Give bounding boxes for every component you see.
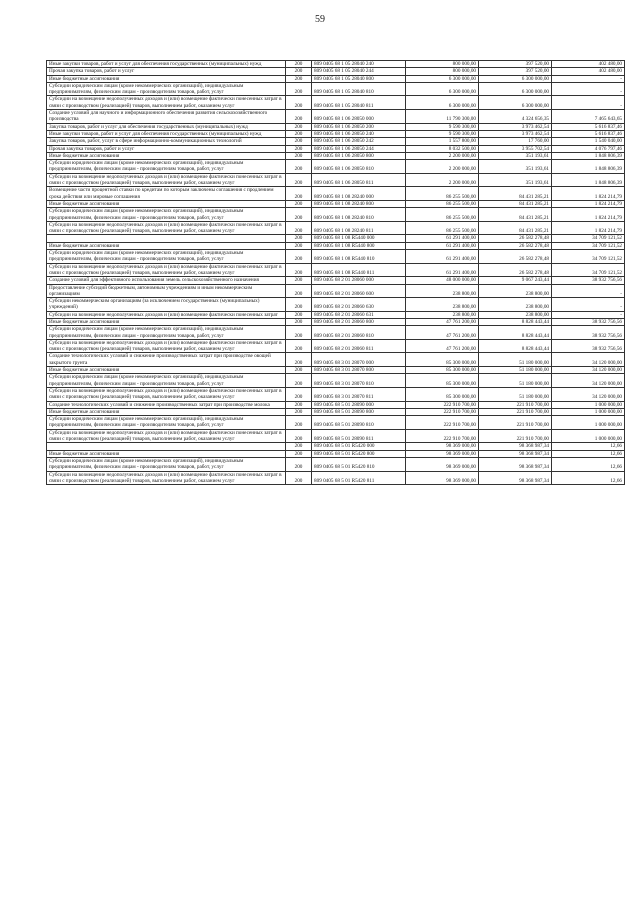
row-unexecuted-amount-cell: 34 120 000,00 — [552, 353, 625, 367]
row-executed-amount-cell: 3 973 462,54 — [479, 123, 552, 130]
row-unexecuted-amount-cell: 38 932 756,56 — [552, 326, 625, 340]
row-executed-amount-cell: 84 431 285,21 — [479, 187, 552, 201]
row-executed-amount-cell: 6 300 000,00 — [479, 75, 552, 82]
table-row — [47, 401, 625, 408]
row-name-cell: Иные закупки товаров, работ и услуг для обеспечения государственных (муниципальных) нужд — [47, 130, 286, 137]
table-row — [47, 429, 625, 443]
row-executed-amount-cell: 26 582 278,48 — [479, 250, 552, 264]
row-unexecuted-amount-cell: 1 824 214,79 — [552, 187, 625, 201]
row-approved-amount-cell: 9 590 300,00 — [406, 123, 479, 130]
row-name-cell: Субсидии юридическим лицам (кроме некоммерческих организаций), индивидуальным предпринимателям, физическим лицам - производителям товаров, работ, услуг — [47, 457, 286, 471]
row-name-cell: Субсидии на возмещение недополученных доходов и (или) возмещение фактически понесенных затрат в связи с производством (реализацией) товаров, выполнением работ, оказанием услуг — [47, 429, 286, 443]
row-name-cell: Субсидии на возмещение недополученных доходов и (или) возмещение фактически понесенных затрат в связи с производством (реализацией) товаров, выполнением работ, оказанием услуг — [47, 471, 286, 485]
row-unexecuted-amount-cell: 12,66 — [552, 471, 625, 485]
row-unexecuted-amount-cell: 1 000 000,00 — [552, 401, 625, 408]
row-approved-amount-cell: 98 369 000,00 — [406, 450, 479, 457]
row-executed-amount-cell: 6 300 000,00 — [479, 96, 552, 110]
row-approved-amount-cell: 2 200 000,00 — [406, 152, 479, 159]
row-approved-amount-cell: 86 255 500,00 — [406, 208, 479, 222]
row-line-code-cell: 200 — [286, 457, 312, 471]
table-row — [47, 173, 625, 187]
row-line-code-cell: 200 — [286, 443, 312, 450]
row-name-cell: Прочая закупка товаров, работ и услуг — [47, 68, 286, 75]
row-budget-code-cell: 809 0405 68 3 01 28070 000 — [312, 353, 406, 367]
row-line-code-cell: 200 — [286, 82, 312, 96]
row-budget-code-cell: 809 0405 68 1 06 28050 811 — [312, 173, 406, 187]
row-budget-code-cell: 809 0405 68 1 08 28240 800 — [312, 200, 406, 207]
row-executed-amount-cell: 351 193,61 — [479, 173, 552, 187]
row-executed-amount-cell: 351 193,61 — [479, 160, 552, 174]
row-unexecuted-amount-cell: 12,66 — [552, 457, 625, 471]
row-budget-code-cell: 809 0405 68 5 01 R5420 800 — [312, 450, 406, 457]
row-unexecuted-amount-cell: 34 709 121,52 — [552, 235, 625, 242]
table-row — [47, 326, 625, 340]
row-approved-amount-cell: 6 300 000,00 — [406, 82, 479, 96]
row-name-cell: Субсидии некоммерческим организациям (за исключением государственных (муниципальных) учреждений) — [47, 298, 286, 312]
row-budget-code-cell: 809 0405 68 1 05 28040 811 — [312, 96, 406, 110]
row-name-cell: Возмещение части процентной ставки по кредитам по которым заключены соглашения с продлением срока действия или мировые соглашения — [47, 187, 286, 201]
row-unexecuted-amount-cell: 34 120 000,00 — [552, 367, 625, 374]
table-row — [47, 339, 625, 353]
row-executed-amount-cell: 51 180 000,00 — [479, 374, 552, 388]
table-row — [47, 82, 625, 96]
table-row — [47, 221, 625, 235]
row-executed-amount-cell: 238 800,00 — [479, 298, 552, 312]
row-executed-amount-cell: 6 300 000,00 — [479, 82, 552, 96]
row-approved-amount-cell: 1 557 800,00 — [406, 138, 479, 145]
row-budget-code-cell: 809 0405 68 3 01 28070 810 — [312, 374, 406, 388]
table-row — [47, 61, 625, 68]
row-line-code-cell: 200 — [286, 250, 312, 264]
row-line-code-cell: 200 — [286, 339, 312, 353]
row-approved-amount-cell: 47 761 200,00 — [406, 326, 479, 340]
table-row — [47, 457, 625, 471]
row-unexecuted-amount-cell: - — [552, 96, 625, 110]
row-name-cell: Иные бюджетные ассигнования — [47, 242, 286, 249]
row-line-code-cell: 200 — [286, 145, 312, 152]
row-line-code-cell: 200 — [286, 123, 312, 130]
table-row — [47, 416, 625, 430]
row-budget-code-cell: 809 0405 68 2 01 28060 800 — [312, 318, 406, 325]
row-line-code-cell: 200 — [286, 277, 312, 284]
row-executed-amount-cell: 26 582 278,48 — [479, 235, 552, 242]
table-row — [47, 96, 625, 110]
row-name-cell: Создание технологических условий и снижение производственных затрат при производстве овощей закрытого грунта — [47, 353, 286, 367]
row-executed-amount-cell: 8 828 443,44 — [479, 339, 552, 353]
row-line-code-cell: 200 — [286, 353, 312, 367]
row-line-code-cell: 200 — [286, 152, 312, 159]
row-executed-amount-cell: 98 368 987,34 — [479, 457, 552, 471]
row-name-cell: Создание условий для научного и информационного обеспечения развития сельскохозяйственного производства — [47, 110, 286, 124]
row-executed-amount-cell: 4 324 656,35 — [479, 110, 552, 124]
row-line-code-cell: 200 — [286, 263, 312, 277]
page-number: 59 — [315, 14, 325, 25]
row-unexecuted-amount-cell: 5 616 837,46 — [552, 123, 625, 130]
row-line-code-cell: 200 — [286, 75, 312, 82]
table-row — [47, 450, 625, 457]
row-unexecuted-amount-cell: 1 848 806,39 — [552, 152, 625, 159]
row-budget-code-cell: 809 0405 68 1 06 28050 800 — [312, 152, 406, 159]
row-line-code-cell: 200 — [286, 408, 312, 415]
row-approved-amount-cell: 2 200 000,00 — [406, 160, 479, 174]
table-row — [47, 130, 625, 137]
row-unexecuted-amount-cell: 12,66 — [552, 443, 625, 450]
row-line-code-cell: 200 — [286, 318, 312, 325]
row-line-code-cell: 200 — [286, 416, 312, 430]
row-approved-amount-cell: 222 910 700,00 — [406, 401, 479, 408]
row-budget-code-cell: 809 0405 68 5 01 R5420 000 — [312, 443, 406, 450]
row-unexecuted-amount-cell: - — [552, 298, 625, 312]
row-budget-code-cell: 809 0405 68 1 08 28240 810 — [312, 208, 406, 222]
row-budget-code-cell: 809 0405 68 1 06 28050 000 — [312, 110, 406, 124]
row-approved-amount-cell: 800 000,00 — [406, 68, 479, 75]
table-row — [47, 145, 625, 152]
row-approved-amount-cell: 85 300 000,00 — [406, 387, 479, 401]
row-executed-amount-cell: 221 910 700,00 — [479, 408, 552, 415]
row-approved-amount-cell: 48 000 000,00 — [406, 277, 479, 284]
row-budget-code-cell: 809 0405 68 5 01 28090 810 — [312, 416, 406, 430]
row-line-code-cell: 200 — [286, 374, 312, 388]
row-approved-amount-cell: 86 255 500,00 — [406, 200, 479, 207]
row-line-code-cell: 200 — [286, 242, 312, 249]
row-budget-code-cell: 809 0405 68 3 01 28070 811 — [312, 387, 406, 401]
row-line-code-cell: 200 — [286, 326, 312, 340]
table-row — [47, 123, 625, 130]
row-executed-amount-cell: 3 955 702,54 — [479, 145, 552, 152]
row-unexecuted-amount-cell: 1 824 214,79 — [552, 221, 625, 235]
row-line-code-cell: 200 — [286, 367, 312, 374]
row-budget-code-cell: 809 0405 68 2 01 28060 811 — [312, 339, 406, 353]
row-unexecuted-amount-cell: 4 076 797,46 — [552, 145, 625, 152]
row-budget-code-cell: 809 0405 68 3 01 28070 800 — [312, 367, 406, 374]
row-approved-amount-cell: 238 800,00 — [406, 311, 479, 318]
row-unexecuted-amount-cell: 34 709 121,52 — [552, 242, 625, 249]
table-row — [47, 242, 625, 249]
row-executed-amount-cell: 9 067 243,44 — [479, 277, 552, 284]
row-budget-code-cell: 809 0405 68 1 06 28050 242 — [312, 138, 406, 145]
table-row — [47, 298, 625, 312]
row-unexecuted-amount-cell: 1 848 806,39 — [552, 173, 625, 187]
row-line-code-cell: 200 — [286, 173, 312, 187]
row-name-cell: Создание технологических условий и снижение производственных затрат при производстве молока — [47, 401, 286, 408]
table-row — [47, 110, 625, 124]
row-budget-code-cell: 809 0405 68 1 06 28050 810 — [312, 160, 406, 174]
table-row — [47, 138, 625, 145]
row-line-code-cell: 200 — [286, 387, 312, 401]
table-row — [47, 160, 625, 174]
table-row — [47, 200, 625, 207]
row-approved-amount-cell: 85 300 000,00 — [406, 353, 479, 367]
row-budget-code-cell: 809 0405 68 1 08 28240 811 — [312, 221, 406, 235]
row-budget-code-cell: 809 0405 68 1 06 28050 244 — [312, 145, 406, 152]
row-executed-amount-cell: 84 431 285,21 — [479, 208, 552, 222]
row-unexecuted-amount-cell: 1 824 214,79 — [552, 200, 625, 207]
table-row — [47, 68, 625, 75]
row-executed-amount-cell: 221 910 700,00 — [479, 401, 552, 408]
row-name-cell: Предоставление субсидий бюджетным, автономным учреждениям и иным некоммерческим организациям — [47, 284, 286, 298]
row-executed-amount-cell: 51 180 000,00 — [479, 353, 552, 367]
row-approved-amount-cell: 11 790 300,00 — [406, 110, 479, 124]
table-row — [47, 311, 625, 318]
row-budget-code-cell: 809 0405 68 1 06 28050 240 — [312, 130, 406, 137]
row-budget-code-cell: 809 0405 68 2 01 28060 631 — [312, 311, 406, 318]
row-line-code-cell: 200 — [286, 235, 312, 242]
row-name-cell — [47, 235, 286, 242]
row-line-code-cell: 200 — [286, 208, 312, 222]
row-executed-amount-cell: 238 800,00 — [479, 284, 552, 298]
row-executed-amount-cell: 26 582 278,48 — [479, 242, 552, 249]
table-row — [47, 353, 625, 367]
budget-execution-table — [46, 60, 625, 485]
row-approved-amount-cell: 61 291 400,00 — [406, 242, 479, 249]
row-line-code-cell: 200 — [286, 284, 312, 298]
row-approved-amount-cell: 222 910 700,00 — [406, 408, 479, 415]
row-executed-amount-cell: 3 973 462,54 — [479, 130, 552, 137]
row-name-cell: Субсидии на возмещение недополученных доходов и (или) возмещение фактически понесенных затрат в связи с производством (реализацией) товаров, выполнением работ, оказанием услуг — [47, 263, 286, 277]
row-approved-amount-cell: 9 590 300,00 — [406, 130, 479, 137]
row-unexecuted-amount-cell: 38 932 756,56 — [552, 339, 625, 353]
row-budget-code-cell: 809 0405 68 5 01 R5420 811 — [312, 471, 406, 485]
table-row — [47, 250, 625, 264]
table-row — [47, 471, 625, 485]
row-approved-amount-cell: 61 291 400,00 — [406, 235, 479, 242]
row-unexecuted-amount-cell: - — [552, 82, 625, 96]
row-approved-amount-cell: 6 300 000,00 — [406, 75, 479, 82]
row-unexecuted-amount-cell: 1 824 214,79 — [552, 208, 625, 222]
row-line-code-cell: 200 — [286, 187, 312, 201]
row-budget-code-cell: 809 0405 68 1 06 28050 200 — [312, 123, 406, 130]
row-name-cell: Иные закупки товаров, работ и услуг для обеспечения государственных (муниципальных) нужд — [47, 61, 286, 68]
row-name-cell: Иные бюджетные ассигнования — [47, 367, 286, 374]
row-name-cell: Субсидии юридическим лицам (кроме некоммерческих организаций), индивидуальным предпринимателям, физическим лицам - производителям товаров, работ, услуг — [47, 208, 286, 222]
row-unexecuted-amount-cell: 402 480,00 — [552, 61, 625, 68]
row-budget-code-cell: 809 0405 68 1 05 28040 240 — [312, 61, 406, 68]
row-approved-amount-cell: 222 910 700,00 — [406, 416, 479, 430]
row-name-cell — [47, 443, 286, 450]
row-executed-amount-cell: 51 180 000,00 — [479, 387, 552, 401]
row-approved-amount-cell: 47 761 200,00 — [406, 318, 479, 325]
row-budget-code-cell: 809 0405 68 1 05 28040 244 — [312, 68, 406, 75]
row-name-cell: Создание условий для эффективного использования земель сельскохозяйственного назначения — [47, 277, 286, 284]
row-unexecuted-amount-cell: - — [552, 75, 625, 82]
row-budget-code-cell: 809 0405 68 5 01 28090 000 — [312, 401, 406, 408]
row-name-cell: Субсидии на возмещение недополученных доходов и (или) возмещение фактически понесенных затрат — [47, 311, 286, 318]
table-row — [47, 408, 625, 415]
row-unexecuted-amount-cell: 1 000 000,00 — [552, 429, 625, 443]
row-budget-code-cell: 809 0405 68 2 01 28060 000 — [312, 277, 406, 284]
row-approved-amount-cell: 85 300 000,00 — [406, 367, 479, 374]
row-name-cell: Иные бюджетные ассигнования — [47, 318, 286, 325]
row-name-cell: Субсидии на возмещение недополученных доходов и (или) возмещение фактически понесенных затрат в связи с производством (реализацией) товаров, выполнением работ, оказанием услуг — [47, 96, 286, 110]
row-budget-code-cell: 809 0405 68 5 01 28090 800 — [312, 408, 406, 415]
row-name-cell: Иные бюджетные ассигнования — [47, 152, 286, 159]
row-line-code-cell: 200 — [286, 110, 312, 124]
row-executed-amount-cell: 8 828 443,44 — [479, 326, 552, 340]
row-name-cell: Иные бюджетные ассигнования — [47, 450, 286, 457]
row-unexecuted-amount-cell: 34 120 000,00 — [552, 387, 625, 401]
row-line-code-cell: 200 — [286, 96, 312, 110]
row-executed-amount-cell: 98 368 987,34 — [479, 450, 552, 457]
row-line-code-cell: 200 — [286, 138, 312, 145]
row-unexecuted-amount-cell: 1 000 000,00 — [552, 416, 625, 430]
row-approved-amount-cell: 98 369 000,00 — [406, 471, 479, 485]
row-approved-amount-cell: 2 200 000,00 — [406, 173, 479, 187]
table-row — [47, 374, 625, 388]
row-unexecuted-amount-cell: 1 540 040,00 — [552, 138, 625, 145]
row-line-code-cell: 200 — [286, 221, 312, 235]
row-budget-code-cell: 809 0405 68 1 08 R5440 811 — [312, 263, 406, 277]
row-approved-amount-cell: 8 032 500,00 — [406, 145, 479, 152]
row-executed-amount-cell: 98 368 987,34 — [479, 471, 552, 485]
row-unexecuted-amount-cell: 7 465 643,65 — [552, 110, 625, 124]
table-row — [47, 318, 625, 325]
table-row — [47, 277, 625, 284]
row-name-cell: Иные бюджетные ассигнования — [47, 200, 286, 207]
row-line-code-cell: 200 — [286, 298, 312, 312]
row-name-cell: Субсидии юридическим лицам (кроме некоммерческих организаций), индивидуальным предпринимателям, физическим лицам - производителям товаров, работ, услуг — [47, 326, 286, 340]
row-name-cell: Субсидии юридическим лицам (кроме некоммерческих организаций), индивидуальным предпринимателям, физическим лицам - производителям товаров, работ, услуг — [47, 160, 286, 174]
row-unexecuted-amount-cell: - — [552, 311, 625, 318]
row-approved-amount-cell: 238 800,00 — [406, 298, 479, 312]
row-executed-amount-cell: 84 431 285,21 — [479, 200, 552, 207]
row-line-code-cell: 200 — [286, 130, 312, 137]
row-approved-amount-cell: 47 761 200,00 — [406, 339, 479, 353]
row-budget-code-cell: 809 0405 68 5 01 R5420 810 — [312, 457, 406, 471]
row-name-cell: Субсидии юридическим лицам (кроме некоммерческих организаций), индивидуальным предпринимателям, физическим лицам - производителям товаров, работ, услуг — [47, 374, 286, 388]
row-budget-code-cell: 809 0405 68 1 05 28040 810 — [312, 82, 406, 96]
table-row — [47, 187, 625, 201]
row-budget-code-cell: 809 0405 68 1 08 28240 000 — [312, 187, 406, 201]
table-row — [47, 443, 625, 450]
row-executed-amount-cell: 397 520,00 — [479, 61, 552, 68]
table-row — [47, 387, 625, 401]
row-approved-amount-cell: 222 910 700,00 — [406, 429, 479, 443]
row-executed-amount-cell: 98 368 987,34 — [479, 443, 552, 450]
row-executed-amount-cell: 221 910 700,00 — [479, 429, 552, 443]
table-row — [47, 152, 625, 159]
row-line-code-cell: 200 — [286, 68, 312, 75]
row-name-cell: Субсидии юридическим лицам (кроме некоммерческих организаций), индивидуальным предпринимателям, физическим лицам - производителям товаров, работ, услуг — [47, 82, 286, 96]
row-approved-amount-cell: 86 255 500,00 — [406, 187, 479, 201]
row-name-cell: Субсидии юридическим лицам (кроме некоммерческих организаций), индивидуальным предпринимателям, физическим лицам - производителям товаров, работ, услуг — [47, 250, 286, 264]
row-name-cell: Закупка товаров, работ и услуг для обеспечения государственных (муниципальных) нужд — [47, 123, 286, 130]
table-body — [47, 61, 625, 485]
row-unexecuted-amount-cell: 1 848 806,39 — [552, 160, 625, 174]
row-approved-amount-cell: 61 291 400,00 — [406, 263, 479, 277]
row-unexecuted-amount-cell: 38 932 756,56 — [552, 277, 625, 284]
row-executed-amount-cell: 221 910 700,00 — [479, 416, 552, 430]
row-approved-amount-cell: 61 291 400,00 — [406, 250, 479, 264]
row-line-code-cell: 200 — [286, 401, 312, 408]
row-budget-code-cell: 809 0405 68 2 01 28060 630 — [312, 298, 406, 312]
row-name-cell: Иные бюджетные ассигнования — [47, 408, 286, 415]
row-unexecuted-amount-cell: - — [552, 284, 625, 298]
row-unexecuted-amount-cell: 34 120 000,00 — [552, 374, 625, 388]
row-budget-code-cell: 809 0405 68 5 01 28090 811 — [312, 429, 406, 443]
row-unexecuted-amount-cell: 34 709 121,52 — [552, 263, 625, 277]
row-name-cell: Иные бюджетные ассигнования — [47, 75, 286, 82]
row-unexecuted-amount-cell: 5 616 837,46 — [552, 130, 625, 137]
row-executed-amount-cell: 351 193,61 — [479, 152, 552, 159]
row-line-code-cell: 200 — [286, 160, 312, 174]
row-approved-amount-cell: 800 000,00 — [406, 61, 479, 68]
table-row — [47, 367, 625, 374]
row-unexecuted-amount-cell: 402 480,00 — [552, 68, 625, 75]
row-line-code-cell: 200 — [286, 471, 312, 485]
row-executed-amount-cell: 238 800,00 — [479, 311, 552, 318]
table-row — [47, 208, 625, 222]
row-name-cell: Субсидии юридическим лицам (кроме некоммерческих организаций), индивидуальным предпринимателям, физическим лицам - производителям товаров, работ, услуг — [47, 416, 286, 430]
row-approved-amount-cell: 85 300 000,00 — [406, 374, 479, 388]
table-row — [47, 263, 625, 277]
row-name-cell: Субсидии на возмещение недополученных доходов и (или) возмещение фактически понесенных затрат в связи с производством (реализацией) товаров, выполнением работ, оказанием услуг — [47, 173, 286, 187]
row-approved-amount-cell: 86 255 500,00 — [406, 221, 479, 235]
row-unexecuted-amount-cell: 1 000 000,00 — [552, 408, 625, 415]
row-line-code-cell: 200 — [286, 311, 312, 318]
row-executed-amount-cell: 8 828 443,44 — [479, 318, 552, 325]
table-row — [47, 284, 625, 298]
row-name-cell: Субсидии на возмещение недополученных доходов и (или) возмещение фактически понесенных затрат в связи с производством (реализацией) товаров, выполнением работ, оказанием услуг — [47, 221, 286, 235]
row-executed-amount-cell: 84 431 285,21 — [479, 221, 552, 235]
row-name-cell: Закупка товаров, работ, услуг в сфере информационно-коммуникационных технологий — [47, 138, 286, 145]
table-row — [47, 235, 625, 242]
row-budget-code-cell: 809 0405 68 2 01 28060 600 — [312, 284, 406, 298]
row-line-code-cell: 200 — [286, 200, 312, 207]
row-line-code-cell: 200 — [286, 61, 312, 68]
row-executed-amount-cell: 51 180 000,00 — [479, 367, 552, 374]
row-approved-amount-cell: 98 369 000,00 — [406, 443, 479, 450]
row-budget-code-cell: 809 0405 68 1 08 R5440 000 — [312, 235, 406, 242]
row-name-cell: Субсидии на возмещение недополученных доходов и (или) возмещение фактически понесенных затрат в связи с производством (реализацией) товаров, выполнением работ, оказанием услуг — [47, 387, 286, 401]
row-budget-code-cell: 809 0405 68 1 05 28040 800 — [312, 75, 406, 82]
row-line-code-cell: 200 — [286, 450, 312, 457]
row-budget-code-cell: 809 0405 68 1 08 R5440 800 — [312, 242, 406, 249]
row-unexecuted-amount-cell: 12,66 — [552, 450, 625, 457]
table-row — [47, 75, 625, 82]
row-budget-code-cell: 809 0405 68 1 08 R5440 810 — [312, 250, 406, 264]
row-unexecuted-amount-cell: 38 932 756,56 — [552, 318, 625, 325]
row-approved-amount-cell: 6 300 000,00 — [406, 96, 479, 110]
row-budget-code-cell: 809 0405 68 2 01 28060 810 — [312, 326, 406, 340]
row-executed-amount-cell: 26 582 278,48 — [479, 263, 552, 277]
row-approved-amount-cell: 238 800,00 — [406, 284, 479, 298]
row-unexecuted-amount-cell: 34 709 121,52 — [552, 250, 625, 264]
row-approved-amount-cell: 98 369 000,00 — [406, 457, 479, 471]
row-executed-amount-cell: 397 520,00 — [479, 68, 552, 75]
row-name-cell: Субсидии на возмещение недополученных доходов и (или) возмещение фактически понесенных затрат в связи с производством (реализацией) товаров, выполнением работ, оказанием услуг — [47, 339, 286, 353]
row-line-code-cell: 200 — [286, 429, 312, 443]
row-name-cell: Прочая закупка товаров, работ и услуг — [47, 145, 286, 152]
row-executed-amount-cell: 17 760,00 — [479, 138, 552, 145]
